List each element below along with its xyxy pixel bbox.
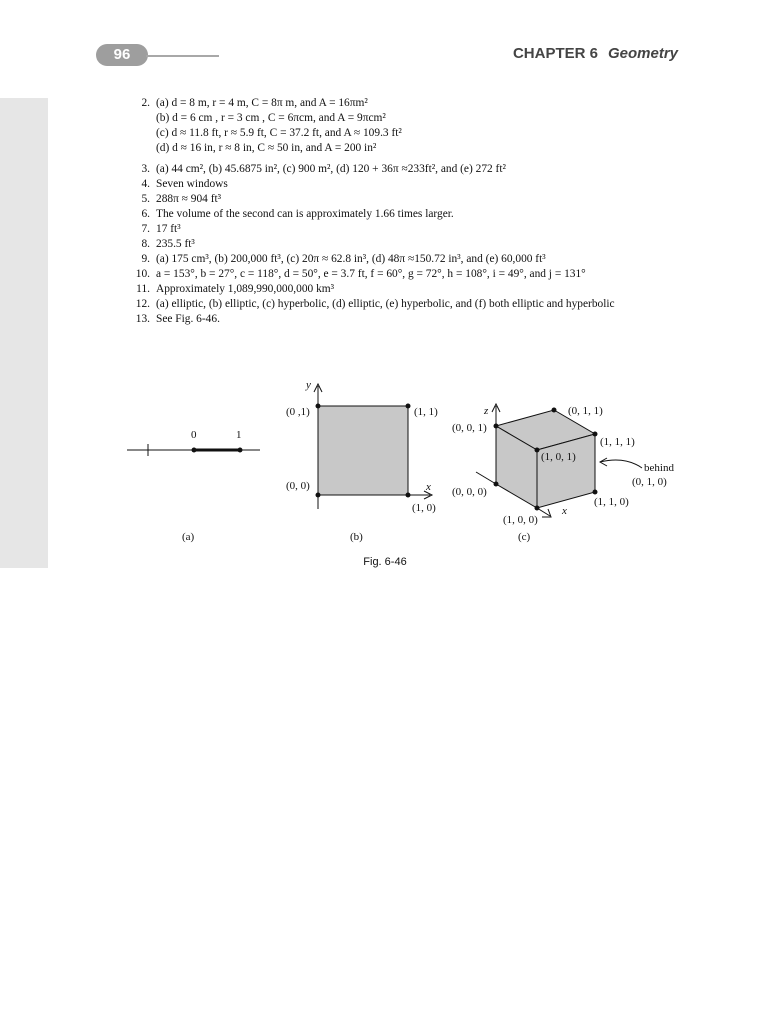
answer-item	[112, 267, 712, 282]
answer-subpart: (c) d ≈ 11.8 ft, r ≈ 5.9 ft, C = 37.2 ft, and A ≈ 109.3 ft²	[156, 127, 402, 139]
number-line-point	[238, 448, 243, 453]
answer-list	[112, 96, 712, 327]
answer-item	[112, 282, 712, 297]
answer-text: See Fig. 6-46.	[156, 313, 220, 325]
answer-text: 17 ft³	[156, 223, 181, 235]
answer-text: (a) d = 8 m, r = 4 m, C = 8π m, and A = 16πm²	[156, 97, 368, 109]
header-rule	[146, 55, 219, 57]
vertex-point	[494, 482, 499, 487]
answer-text: (a) elliptic, (b) elliptic, (c) hyperbolic, (d) elliptic, (e) hyperbolic, and (f) both elliptic and hyperbolic	[156, 298, 615, 310]
vertex-point	[316, 404, 321, 409]
answer-number: 8.	[141, 238, 150, 250]
answer-item	[112, 177, 712, 192]
subfigure-label-c: (c)	[518, 531, 531, 543]
vertex-point	[552, 408, 557, 413]
chapter-subtitle: Geometry	[607, 45, 678, 62]
behind-pointer-arrow	[600, 460, 642, 468]
point-label: (0, 0)	[286, 480, 310, 492]
vertex-point	[593, 432, 598, 437]
answer-item	[112, 96, 712, 111]
subfigure-label-a: (a)	[182, 531, 195, 543]
answer-item	[112, 237, 712, 252]
answer-item	[112, 207, 712, 222]
answer-number: 5.	[141, 193, 150, 205]
x-axis	[476, 472, 496, 484]
point-label: (1, 0, 0)	[503, 514, 538, 526]
answer-number: 3.	[141, 163, 150, 175]
point-label: (0 ,1)	[286, 406, 310, 418]
page-number-badge: 96	[96, 44, 148, 66]
x-axis-label: x	[562, 505, 567, 517]
answer-item	[112, 222, 712, 237]
answer-text: 288π ≈ 904 ft³	[156, 193, 222, 205]
answer-subpart: (b) d = 6 cm , r = 3 cm , C = 6πcm, and A = 9πcm²	[156, 112, 386, 124]
answer-text: (a) 44 cm², (b) 45.6875 in², (c) 900 m², (d) 120 + 36π ≈233ft², and (e) 272 ft²	[156, 163, 506, 175]
point-label: (0, 0, 1)	[452, 422, 487, 434]
vertex-point	[494, 424, 499, 429]
point-label: (0, 1, 0)	[632, 476, 667, 488]
chapter-title	[513, 45, 678, 62]
unit-square-diagram	[286, 379, 438, 543]
answer-text: a = 153°, b = 27°, c = 118°, d = 50°, e = 3.7 ft, f = 60°, g = 72°, h = 108°, i = 49°, and j = 131°	[156, 268, 586, 280]
answer-text: Seven windows	[156, 178, 228, 190]
z-axis-label: z	[484, 405, 489, 417]
tick-label-1: 1	[236, 429, 242, 441]
answer-number: 9.	[141, 253, 150, 265]
answer-number: 2.	[141, 97, 150, 109]
answer-item	[112, 312, 712, 327]
x-axis-label: x	[426, 481, 431, 493]
answer-number: 12.	[135, 298, 150, 310]
number-line-point	[192, 448, 197, 453]
point-label: (1, 1, 1)	[600, 436, 635, 448]
point-label: (1, 0, 1)	[541, 451, 576, 463]
point-label: (0, 0, 0)	[452, 486, 487, 498]
answer-item	[112, 252, 712, 267]
answer-text: The volume of the second can is approximately 1.66 times larger.	[156, 208, 454, 220]
answer-text: 235.5 ft³	[156, 238, 195, 250]
vertex-point	[535, 448, 540, 453]
figure-caption: Fig. 6-46	[363, 556, 407, 568]
unit-cube-diagram	[452, 404, 674, 543]
answer-item	[112, 192, 712, 207]
answer-subpart: (d) d ≈ 16 in, r ≈ 8 in, C ≈ 50 in, and A = 200 in²	[156, 142, 377, 154]
vertex-point	[406, 404, 411, 409]
point-label: (1, 1)	[414, 406, 438, 418]
vertex-point	[316, 493, 321, 498]
answer-number: 4.	[141, 178, 150, 190]
answer-item	[112, 297, 712, 312]
subfigure-label-b: (b)	[350, 531, 363, 543]
number-line-diagram	[127, 429, 260, 543]
unit-square	[318, 406, 408, 495]
figure-6-46	[120, 376, 700, 552]
vertex-point	[593, 490, 598, 495]
point-label: (1, 0)	[412, 502, 436, 514]
point-label: (1, 1, 0)	[594, 496, 629, 508]
left-margin-bar	[0, 98, 48, 568]
tick-label-0: 0	[191, 429, 197, 441]
answer-number: 7.	[141, 223, 150, 235]
answer-number: 13.	[135, 313, 150, 325]
y-axis-label: y	[306, 379, 311, 391]
answer-item	[112, 162, 712, 177]
answer-number: 6.	[141, 208, 150, 220]
answer-number: 10.	[135, 268, 150, 280]
answer-text: Approximately 1,089,990,000,000 km³	[156, 283, 335, 295]
vertex-point	[406, 493, 411, 498]
vertex-point	[535, 506, 540, 511]
behind-label: behind	[644, 462, 674, 474]
answer-text: (a) 175 cm³, (b) 200,000 ft³, (c) 20π ≈ 62.8 in³, (d) 48π ≈150.72 in³, and (e) 60,000 ft³	[156, 253, 546, 265]
point-label: (0, 1, 1)	[568, 405, 603, 417]
answer-number: 11.	[136, 283, 150, 295]
chapter-number: CHAPTER 6	[512, 45, 598, 62]
